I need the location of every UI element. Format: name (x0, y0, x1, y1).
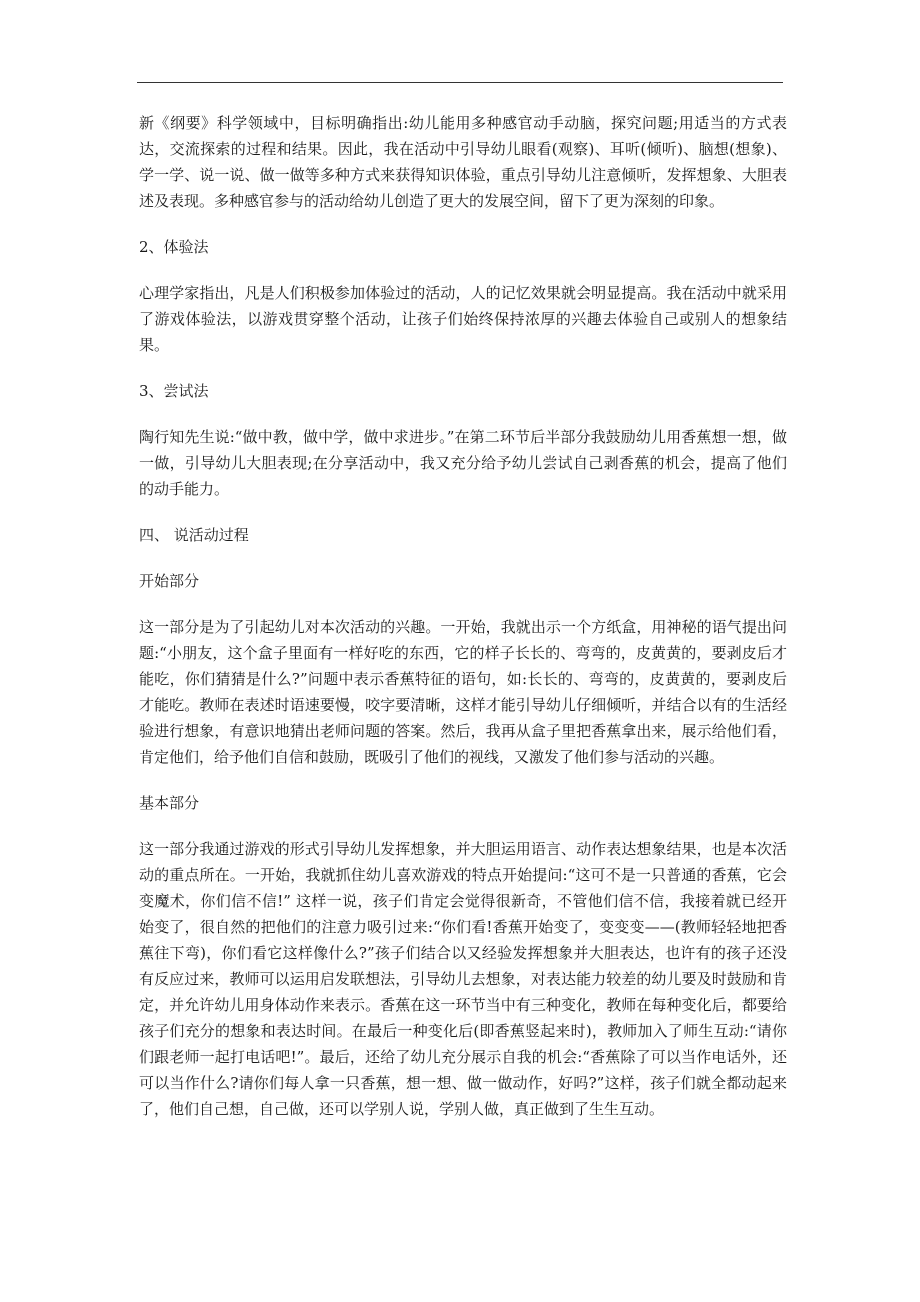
paragraph-trial-method: 陶行知先生说:“做中教，做中学，做中求进步。”在第二环节后半部分我鼓励幼儿用香蕉想一想，做一做，引导幼儿大胆表现;在分享活动中，我又充分给予幼儿尝试自己剥香蕉的机会，提高了他们的动手能力。 (139, 428, 787, 498)
paragraph-experience-method: 心理学家指出，凡是人们积极参加体验过的活动，人的记忆效果就会明显提高。我在活动中就采用了游戏体验法，以游戏贯穿整个活动，让孩子们始终保持浓厚的兴趣去体验自己或别人的想象结果。 (139, 284, 787, 354)
paragraph-opening-part: 这一部分是为了引起幼儿对本次活动的兴趣。一开始，我就出示一个方纸盒，用神秘的语气提出问题:“小朋友，这个盒子里面有一样好吃的东西，它的样子长长的、弯弯的，皮黄黄的，要剥皮后才能吃，你们猜猜是什么?”问题中表示香蕉特征的语句，如:长长的、弯弯的，皮黄黄的，要剥皮后才能吃。教师在表述时语速要慢，咬字要清晰，这样才能引导幼儿仔细倾听，并结合以有的生活经验进行想象，有意识地猜出老师问题的答案。然后，我再从盒子里把香蕉拿出来，展示给他们看，肯定他们，给予他们自信和鼓励，既吸引了他们的视线，又激发了他们参与活动的兴趣。 (139, 618, 787, 766)
heading-experience-method: 2、体验法 (139, 238, 209, 256)
heading-trial-method: 3、尝试法 (139, 382, 209, 400)
paragraph-multisensory: 新《纲要》科学领域中，目标明确指出:幼儿能用多种感官动手动脑，探究问题;用适当的方式表达，交流探索的过程和结果。因此，我在活动中引导幼儿眼看(观察)、耳听(倾听)、脑想(想象)、学一学、说一说、做一做等多种方式来获得知识体验，重点引导幼儿注意倾听，发挥想象、大胆表述及表现。多种感官参与的活动给幼儿创造了更大的发展空间，留下了更为深刻的印象。 (139, 114, 787, 210)
heading-opening-part: 开始部分 (139, 572, 200, 590)
heading-basic-part: 基本部分 (139, 794, 200, 812)
heading-activity-process: 四、 说活动过程 (139, 526, 249, 544)
document-body (139, 110, 787, 1142)
header-rule (137, 82, 783, 83)
paragraph-basic-part: 这一部分我通过游戏的形式引导幼儿发挥想象，并大胆运用语言、动作表达想象结果，也是本次活动的重点所在。一开始，我就抓住幼儿喜欢游戏的特点开始提问:“这可不是一只普通的香蕉，它会变魔术，你们信不信!” 这样一说，孩子们肯定会觉得很新奇，不管他们信不信，我接着就已经开始变了，很自然的把他们的注意力吸引过来:“你们看!香蕉开始变了，变变变——(教师轻轻地把香蕉往下弯)，你们看它这样像什么?”孩子们结合以又经验发挥想象并大胆表达，也许有的孩子还没有反应过来，教师可以运用启发联想法，引导幼儿去想象，对表达能力较差的幼儿要及时鼓励和肯定，并允许幼儿用身体动作来表示。香蕉在这一环节当中有三种变化，教师在每种变化后，都要给孩子们充分的想象和表达时间。在最后一种变化后(即香蕉竖起来时)，教师加入了师生互动:“请你们跟老师一起打电话吧!”。最后，还给了幼儿充分展示自我的机会:“香蕉除了可以当作电话外，还可以当作什么?请你们每人拿一只香蕉，想一想、做一做动作，好吗?”这样，孩子们就全都动起来了，他们自己想，自己做，还可以学别人说，学别人做，真正做到了生生互动。 (139, 840, 787, 1118)
